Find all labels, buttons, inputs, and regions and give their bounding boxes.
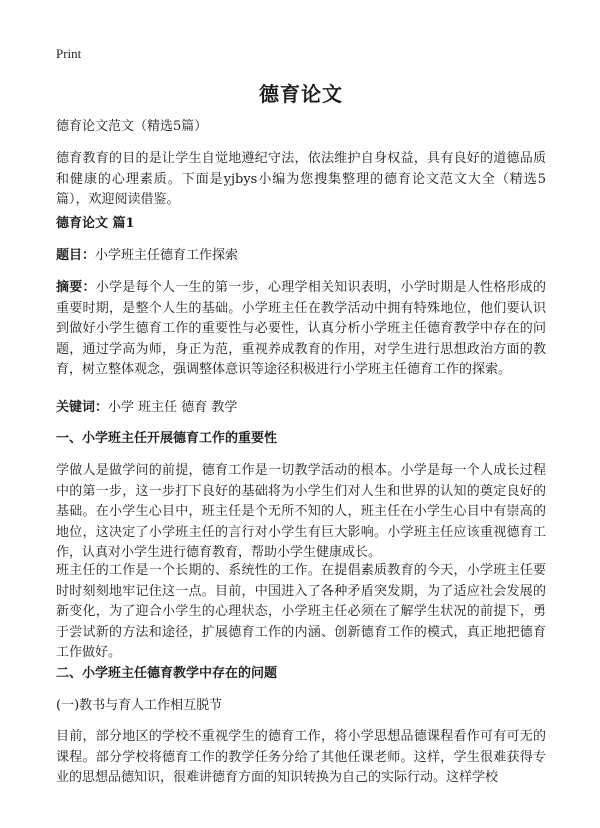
subtitle: 德育论文范文（精选5篇）: [56, 119, 208, 134]
abstract-paragraph: [56, 278, 546, 381]
abstract-label: 摘要：: [56, 280, 96, 295]
print-link[interactable]: Print: [56, 46, 82, 61]
section1-heading: 德育论文 篇1: [56, 216, 135, 231]
topic-label: 题目：: [56, 248, 96, 263]
paragraph-one-b: 班主任的工作是一个长期的、系统性的工作。在提倡素质教育的今天，小学班主任要时时刻刻地牢记住这一点。目前，中国进入了各种矛盾突发期，为了适应社会发展的新变化，为了迎合小学生的心理状态，小学班主任必须在了解学生状况的前提下，勇于尝试新的方法和途径，扩展德育工作的内涵、创新德育工作的模式，真正地把德育工作做好。: [56, 563, 546, 660]
keywords-text: 小学 班主任 德育 教学: [108, 400, 238, 415]
topic-text: 小学班主任德育工作探索: [95, 248, 239, 263]
page-title: 德育论文: [259, 82, 343, 106]
topic-line: [56, 246, 546, 267]
intro-paragraph: 德育教育的目的是让学生自觉地遵纪守法，依法维护自身权益，具有良好的道德品质和健康的心理素质。下面是yjbys小编为您搜集整理的德育论文范文大全（精选5篇），欢迎阅读借鉴。: [56, 151, 546, 207]
subheading-two-1: (一)教书与育人工作相互脱节: [56, 698, 223, 713]
heading-one: 一、小学班主任开展德育工作的重要性: [56, 431, 278, 446]
paragraph-two-a: 目前，部分地区的学校不重视学生的德育工作，将小学思想品德课程看作可有可无的课程。部分学校将德育工作的教学任务分给了其他任课老师。这样，学生很难获得专业的思想品德知识，很难讲德育方面的知识转换为自己的实际行动。这样学校: [56, 729, 546, 785]
keywords-label: 关键词：: [56, 400, 109, 415]
heading-two: 二、小学班主任德育教学中存在的问题: [56, 666, 278, 681]
keywords-line: [56, 398, 546, 419]
abstract-text: 小学是每个人一生的第一步，心理学相关知识表明，小学时期是人性格形成的重要时期，是整个人生的基础。小学班主任在教学活动中拥有特殊地位，他们要认识到做好小学生德育工作的重要性与必要性，认真分析小学班主任德育教学中存在的问题，通过学高为师，身正为范，重视养成教育的作用，对学生进行思想政治方面的教育，树立整体观念，强调整体意识等途径积极进行小学班主任德育工作的探索。: [56, 280, 546, 377]
paragraph-one-a: 学做人是做学问的前提，德育工作是一切教学活动的根本。小学是每一个人成长过程中的第一步，这一步打下良好的基础将为小学生们对人生和世界的认知的奠定良好的基础。在小学生心目中，班主任是个无所不知的人，班主任在小学生心目中有崇高的地位，这决定了小学班主任的言行对小学生有巨大影响。小学班主任应该重视德育工作，认真对小学生进行德育教育，帮助小学生健康成长。: [56, 463, 546, 560]
